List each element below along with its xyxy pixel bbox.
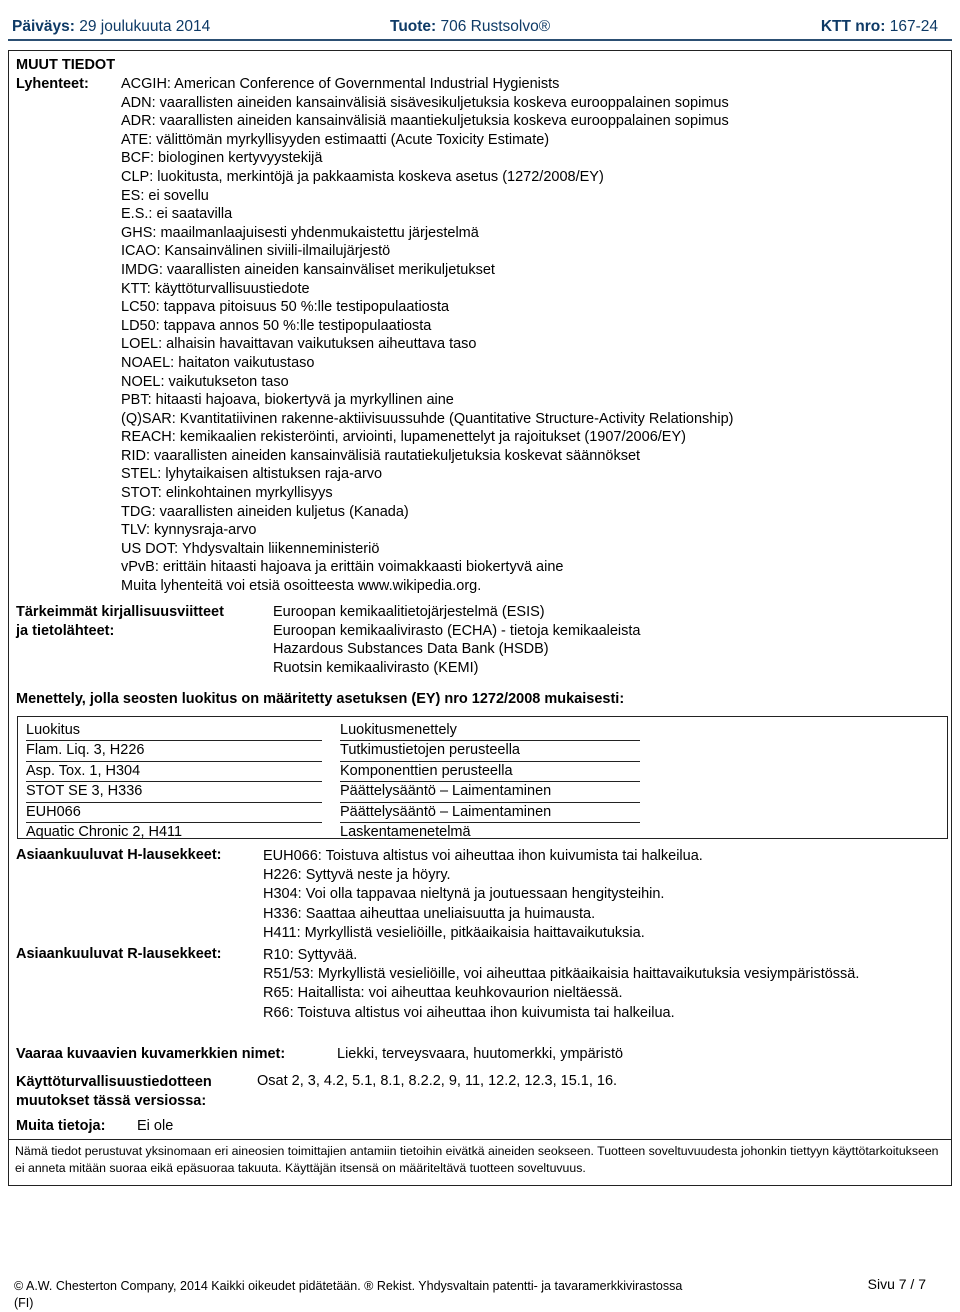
- references-label: [16, 603, 224, 640]
- references-label-line: ja tietolähteet:: [16, 622, 115, 639]
- abbreviation-item: ADR: vaarallisten aineiden kansainvälisiä maantiekuljetuksia koskeva eurooppalainen sopimus: [121, 113, 729, 130]
- r-statement-item: R66: Toistuva altistus voi aiheuttaa ihon kuivumista tai halkeilua.: [263, 1004, 675, 1021]
- table-cell-classification: STOT SE 3, H336: [26, 782, 322, 802]
- abbreviation-item: LOEL: alhaisin havaittavan vaikutuksen aiheuttava taso: [121, 336, 477, 353]
- table-cell-classification: Flam. Liq. 3, H226: [26, 741, 322, 761]
- table-cell-method: Päättelysääntö – Laimentaminen: [340, 803, 640, 823]
- h-statement-item: H304: Voi olla tappavaa nieltynä ja joutuessaan hengitysteihin.: [263, 886, 665, 903]
- header-date: [12, 18, 210, 36]
- footer-copyright-block: [14, 1278, 682, 1312]
- table-cell-method: Komponenttien perusteella: [340, 762, 640, 782]
- page-number: Sivu 7 / 7: [867, 1276, 926, 1292]
- abbreviation-item: NOEL: vaikutukseton taso: [121, 373, 289, 390]
- abbreviation-item: ATE: välittömän myrkyllisyyden estimaatti (Acute Toxicity Estimate): [121, 131, 550, 148]
- footer-copyright: © A.W. Chesterton Company, 2014 Kaikki oikeudet pidätetään. ® Rekist. Yhdysvaltain patentti- ja tavaramerkkivirastossa: [14, 1279, 683, 1293]
- abbreviation-item: LD50: tappava annos 50 %:lle testipopulaatiosta: [121, 317, 432, 334]
- abbreviation-item: TDG: vaarallisten aineiden kuljetus (Kanada): [121, 503, 409, 520]
- abbreviation-item: STOT: elinkohtainen myrkyllisyys: [121, 485, 333, 502]
- footer-language: (FI): [14, 1296, 34, 1310]
- table-cell-classification: Asp. Tox. 1, H304: [26, 762, 322, 782]
- changes-label: [16, 1073, 212, 1111]
- abbreviations-list: [121, 75, 733, 596]
- header-ktt: [821, 18, 938, 36]
- ktt-label: KTT nro:: [820, 18, 886, 35]
- ktt-value: 167-24: [889, 18, 938, 35]
- header-divider: [8, 39, 952, 41]
- table-cell-method: Tutkimustietojen perusteella: [340, 741, 640, 761]
- h-statement-item: EUH066: Toistuva altistus voi aiheuttaa ihon kuivumista tai halkeilua.: [263, 848, 703, 864]
- table-cell-method: Päättelysääntö – Laimentaminen: [340, 782, 640, 802]
- reference-item: Euroopan kemikaalitietojärjestelmä (ESIS): [273, 604, 545, 620]
- r-statement-item: R51/53: Myrkyllistä vesieliöille, voi aiheuttaa pitkäaikaisia haittavaikutuksia vesiympäristössä.: [263, 966, 860, 983]
- abbreviation-item: KTT: käyttöturvallisuustiedote: [121, 280, 310, 297]
- reference-item: Euroopan kemikaalivirasto (ECHA) - tietoja kemikaaleista: [273, 622, 641, 639]
- other-info-section: [8, 50, 952, 1186]
- abbreviation-item: ES: ei sovellu: [121, 187, 209, 204]
- r-statements-label: Asiaankuuluvat R-lausekkeet:: [16, 946, 222, 962]
- product-value: 706 Rustsolvo®: [440, 18, 551, 35]
- table-header-method: Luokitusmenettely: [340, 721, 640, 741]
- abbreviation-item: REACH: kemikaalien rekisteröinti, arviointi, lupamenettelyt ja rajoitukset (1907/2006/EY): [121, 429, 686, 446]
- table-cell-classification: Aquatic Chronic 2, H411: [26, 823, 183, 840]
- abbreviation-item: BCF: biologinen kertyvyystekijä: [121, 150, 323, 167]
- reference-item: Ruotsin kemikaalivirasto (KEMI): [273, 659, 479, 676]
- abbreviation-item: vPvB: erittäin hitaasti hajoava ja erittäin voimakkaasti biokertyvä aine: [121, 559, 564, 576]
- abbreviation-item: GHS: maailmanlaajuisesti yhdenmukaistettu järjestelmä: [121, 224, 479, 241]
- abbreviation-item: ACGIH: American Conference of Governmental Industrial Hygienists: [121, 76, 560, 92]
- section-title: MUUT TIEDOT: [16, 57, 116, 73]
- other-info-label: Muita tietoja:: [16, 1118, 106, 1134]
- pictogram-label: Vaaraa kuvaavien kuvamerkkien nimet:: [16, 1046, 286, 1062]
- classification-method-title: Menettely, jolla seosten luokitus on määritetty asetuksen (EY) nro 1272/2008 mukaisesti:: [16, 691, 625, 707]
- abbreviation-item: ADN: vaarallisten aineiden kansainvälisiä sisävesikuljetuksia koskeva eurooppalainen sopimus: [121, 94, 729, 111]
- table-cell-classification: EUH066: [26, 803, 322, 823]
- h-statement-item: H336: Saattaa aiheuttaa uneliaisuutta ja huimausta.: [263, 905, 596, 922]
- disclaimer-notice: Nämä tiedot perustuvat yksinomaan eri aineosien toimittajien antamiin tietoihin eivätkä aineiden seokseen. Tuotteen soveltuvuudesta johonkin tiettyyn käyttötarkoitukseen ei anneta mitään suoraa eikä epäsuoraa takuuta. Käyttäjän itsensä on määriteltävä tuotteen soveltuvuus.: [9, 1139, 951, 1176]
- abbreviation-item: IMDG: vaarallisten aineiden kansainväliset merikuljetukset: [121, 261, 495, 278]
- abbreviation-item: STEL: lyhytaikaisen altistuksen raja-arvo: [121, 466, 383, 483]
- r-statement-item: R10: Syttyvää.: [263, 947, 358, 963]
- h-statements-label: Asiaankuuluvat H-lausekkeet:: [16, 847, 222, 863]
- abbreviation-item: E.S.: ei saatavilla: [121, 206, 233, 223]
- classification-table: [17, 716, 948, 839]
- h-statement-item: H411: Myrkyllistä vesieliöille, pitkäaikaisia haittavaikutuksia.: [263, 924, 645, 941]
- header-product: [390, 18, 550, 36]
- references-list: [273, 603, 640, 677]
- abbreviation-item: Muita lyhenteitä voi etsiä osoitteesta www.wikipedia.org.: [121, 578, 482, 595]
- product-label: Tuote:: [390, 18, 437, 35]
- abbreviation-item: TLV: kynnysraja-arvo: [121, 522, 257, 539]
- date-value: 29 joulukuuta 2014: [79, 18, 211, 35]
- h-statements-list: [263, 847, 703, 943]
- references-label-line: Tärkeimmät kirjallisuusviitteet: [16, 604, 224, 620]
- changes-value: Osat 2, 3, 4.2, 5.1, 8.1, 8.2.2, 9, 11, 12.2, 12.3, 15.1, 16.: [257, 1073, 618, 1089]
- date-label: Päiväys:: [12, 18, 75, 35]
- changes-label-line: muutokset tässä versiossa:: [16, 1093, 207, 1109]
- r-statement-item: R65: Haitallista: voi aiheuttaa keuhkovaurion nieltäessä.: [263, 985, 623, 1002]
- abbreviation-item: LC50: tappava pitoisuus 50 %:lle testipopulaatiosta: [121, 299, 450, 316]
- other-info-value: Ei ole: [137, 1118, 174, 1134]
- changes-label-line: Käyttöturvallisuustiedotteen: [16, 1074, 212, 1090]
- table-header-classification: Luokitus: [26, 721, 322, 741]
- abbreviation-item: NOAEL: haitaton vaikutustaso: [121, 354, 315, 371]
- abbreviation-item: PBT: hitaasti hajoava, biokertyvä ja myrkyllinen aine: [121, 392, 454, 409]
- abbreviation-item: (Q)SAR: Kvantitatiivinen rakenne-aktiivisuussuhde (Quantitative Structure-Activity Relationship): [121, 410, 734, 427]
- abbreviation-item: RID: vaarallisten aineiden kansainvälisiä rautatiekuljetuksia koskevat säännökset: [121, 447, 641, 464]
- classification-column: [26, 721, 322, 842]
- abbreviation-item: ICAO: Kansainvälinen siviili-ilmailujärjestö: [121, 243, 391, 260]
- table-cell-method: Laskentamenetelmä: [340, 823, 471, 840]
- abbreviation-item: CLP: luokitusta, merkintöjä ja pakkaamista koskeva asetus (1272/2008/EY): [121, 168, 604, 185]
- r-statements-list: [263, 946, 859, 1023]
- method-column: [340, 721, 640, 842]
- abbreviations-label: Lyhenteet:: [16, 76, 89, 92]
- pictogram-value: Liekki, terveysvaara, huutomerkki, ympäristö: [337, 1046, 624, 1062]
- abbreviation-item: US DOT: Yhdysvaltain liikenneministeriö: [121, 540, 380, 557]
- h-statement-item: H226: Syttyvä neste ja höyry.: [263, 867, 451, 884]
- reference-item: Hazardous Substances Data Bank (HSDB): [273, 641, 549, 658]
